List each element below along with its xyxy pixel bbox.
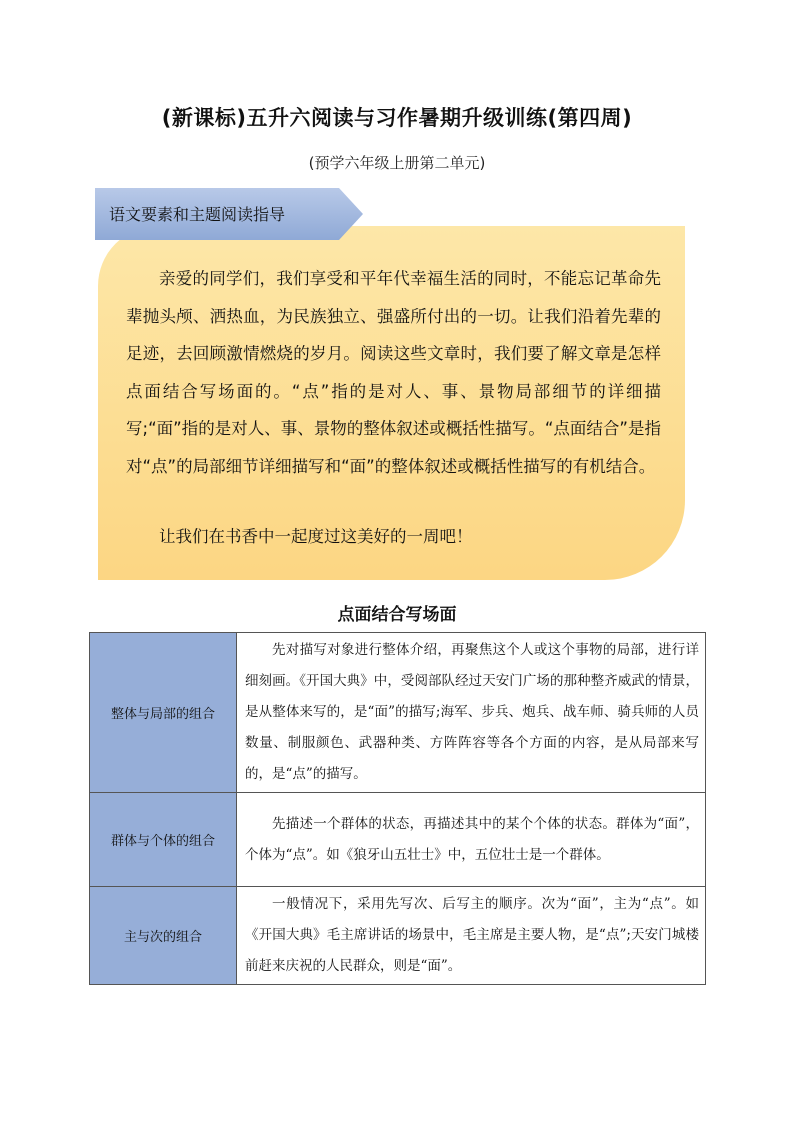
reading-guide-box (98, 226, 685, 580)
technique-description: 先描述一个群体的状态，再描述其中的某个个体的状态。群体为“面”，个体为“点”。如《狼牙山五壮士》中，五位壮士是一个群体。 (237, 793, 706, 887)
section-heading: 点面结合写场面 (337, 605, 457, 625)
banner-label: 语文要素和主题阅读指导 (109, 205, 286, 224)
page-subtitle: (预学六年级上册第二单元) (308, 154, 486, 172)
table-row (90, 793, 706, 887)
technique-label: 群体与个体的组合 (90, 793, 237, 887)
technique-description: 一般情况下，采用先写次、后写主的顺序。次为“面”，主为“点”。如《开国大典》毛主席讲话的场景中，毛主席是主要人物，是“点”;天安门城楼前赶来庆祝的人民群众，则是“面”。 (237, 887, 706, 985)
technique-description: 先对描写对象进行整体介绍，再聚焦这个人或这个事物的局部，进行详细刻画。《开国大典》中，受阅部队经过天安门广场的那种整齐威武的情景，是从整体来写的，是“面”的描写;海军、步兵、炮兵、战车师、骑兵师的人员数量、制服颜色、武器种类、方阵阵容等各个方面的内容，是从局部来写的，是“点”的描写。 (237, 633, 706, 793)
reading-guide-intro: 亲爱的同学们，我们享受和平年代幸福生活的同时，不能忘记革命先辈抛头颅、洒热血，为民族独立、强盛所付出的一切。让我们沿着先辈的足迹，去回顾激情燃烧的岁月。阅读这些文章时，我们要了解文章是怎样点面结合写场面的。“点”指的是对人、事、景物局部细节的详细描写;“面”指的是对人、事、景物的整体叙述或概括性描写。“点面结合”是指对“点”的局部细节详细描写和“面”的整体叙述或概括性描写的有机结合。 (126, 269, 661, 476)
section-banner (95, 188, 363, 240)
page-title: (新课标)五升六阅读与习作暑期升级训练(第四周) (161, 106, 633, 130)
technique-table (89, 632, 706, 985)
table-row (90, 887, 706, 985)
reading-guide-closing: 让我们在书香中一起度过这美好的一周吧！ (159, 527, 473, 546)
technique-label: 整体与局部的组合 (90, 633, 237, 793)
table-row (90, 633, 706, 793)
technique-label: 主与次的组合 (90, 887, 237, 985)
